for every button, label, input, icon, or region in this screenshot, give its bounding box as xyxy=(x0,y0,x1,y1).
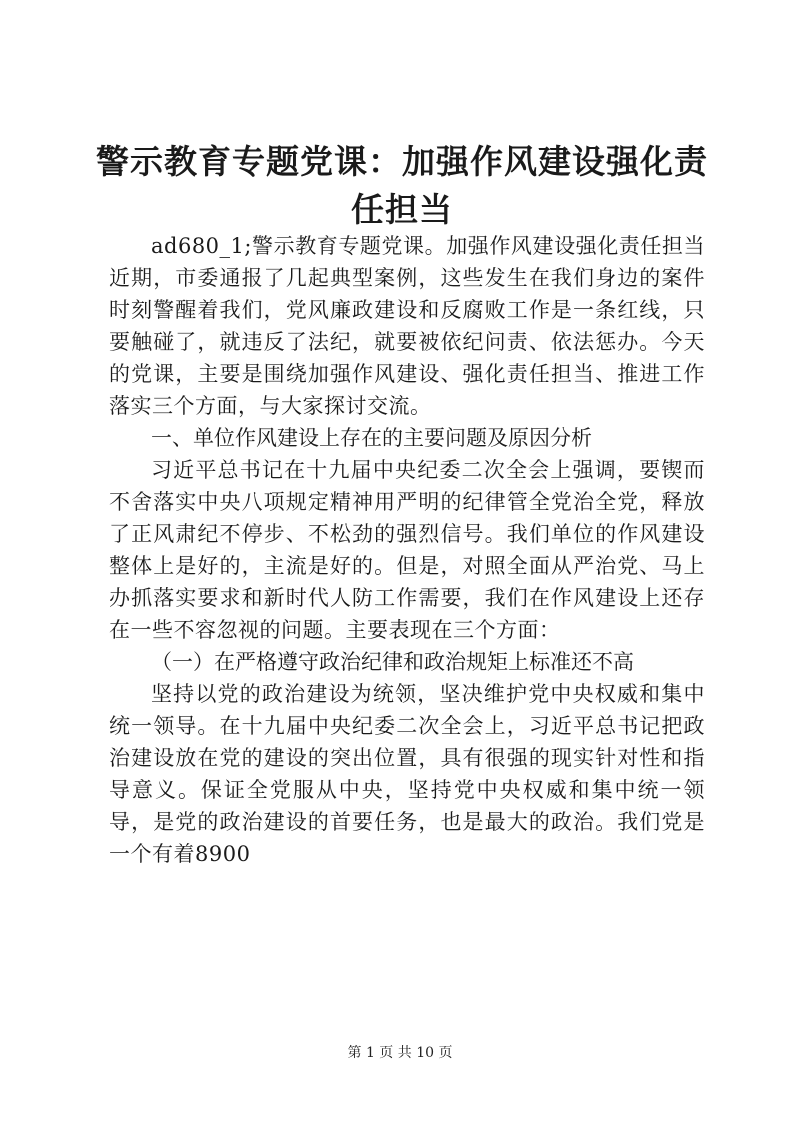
page-number-footer: 第 1 页 共 10 页 xyxy=(347,1045,453,1061)
section-1-paragraph: 习近平总书记在十九届中央纪委二次全会上强调，要锲而不舍落实中央八项规定精神用严明的纪律管全党治全党，释放了正风肃纪不停步、不松劲的强烈信号。我们单位的作风建设整体上是好的，主流是好的。但是，对照全面从严治党、马上办抓落实要求和新时代人防工作需要，我们在作风建设上还存在一些不容忽视的问题。主要表现在三个方面： xyxy=(109,458,705,642)
subsection-1-paragraph: 坚持以党的政治建设为统领，坚决维护党中央权威和集中统一领导。在十九届中央纪委二次全会上，习近平总书记把政治建设放在党的建设的突出位置，具有很强的现实针对性和指导意义。保证全党服从中央，坚持党中央权威和集中统一领导，是党的政治建设的首要任务，也是最大的政治。我们党是一个有着8900 xyxy=(109,682,705,866)
subsection-heading-1: （一）在严格遵守政治纪律和政治规矩上标准还不高 xyxy=(151,650,634,674)
document-title: 警示教育专题党课：加强作风建设强化责任担当 xyxy=(96,142,708,229)
intro-paragraph: ad680_1;警示教育专题党课。加强作风建设强化责任担当近期，市委通报了几起典型案例，这些发生在我们身边的案件时刻警醒着我们，党风廉政建设和反腐败工作是一条红线，只要触碰了，就违反了法纪，就要被依纪问责、依法惩办。今天的党课，主要是围绕加强作风建设、强化责任担当、推进工作落实三个方面，与大家探讨交流。 xyxy=(109,234,705,418)
document-body xyxy=(109,230,705,870)
section-heading-1: 一、单位作风建设上存在的主要问题及原因分析 xyxy=(151,426,592,450)
